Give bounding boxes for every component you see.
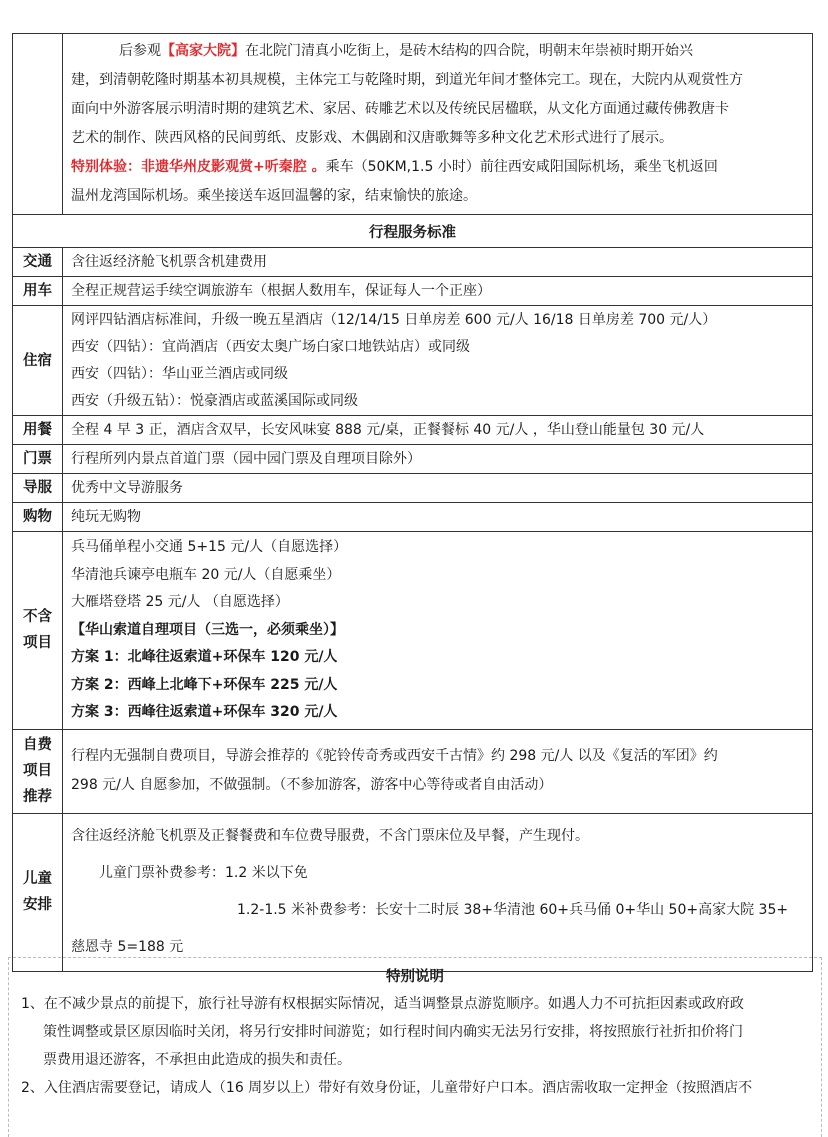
excluded-line: 兵马俑单程小交通 5+15 元/人（自愿选择） xyxy=(71,539,348,555)
hotel-line: 网评四钻酒店标准间，升级一晚五星酒店（12/14/15 日单房差 600 元/人 16/18 日单房差 700 元/人） xyxy=(71,311,717,328)
optional-line: 298 元/人 自愿参加，不做强制。（不参加游客，游客中心等待或者自由活动） xyxy=(71,777,553,793)
children-line: 慈恩寺 5=188 元 xyxy=(71,939,184,955)
note-line: 2、入住酒店需要登记，请成人（16 周岁以上）带好有效身份证，儿童带好户口本。酒店需收取一定押金（按照酒店不 xyxy=(21,1080,753,1096)
optional-cell xyxy=(63,729,813,813)
cableway-option: 方案 2：西峰上北峰下+环保车 225 元/人 xyxy=(71,676,338,693)
excluded-cell xyxy=(63,532,813,730)
note-item-2 xyxy=(9,1074,821,1102)
cableway-option: 方案 1：北峰往返索道+环保车 120 元/人 xyxy=(71,649,338,665)
optional-line: 行程内无强制自费项目，导游会推荐的《驼铃传奇秀或西安千古情》约 298 元/人 以及《复活的军团》约 xyxy=(71,748,718,764)
hotel-cell xyxy=(63,306,813,416)
tickets-label: 门票 xyxy=(13,445,63,474)
intro-line-2: 建，到清朝乾隆时期基本初具规模，主体完工与乾隆时期，到道光年间才整体完工。现在，大院内从观赏性方 xyxy=(71,72,743,88)
row-tickets xyxy=(13,445,813,474)
hotel-line: 西安（四钻）：华山亚兰酒店或同级 xyxy=(71,365,288,382)
gaojia-courtyard-highlight: 【高家大院】 xyxy=(161,43,245,59)
special-experience-highlight: 特别体验：非遗华州皮影观赏+听秦腔 。 xyxy=(71,159,326,175)
hotel-label: 住宿 xyxy=(13,306,63,416)
special-notes-section xyxy=(8,957,822,1137)
meals-text: 全程 4 早 3 正，酒店含双早，长安风味宴 888 元/桌，正餐餐标 40 元/人 ，华山登山能量包 30 元/人 xyxy=(63,416,813,445)
note-line: 1、在不减少景点的前提下，旅行社导游有权根据实际情况，适当调整景点游览顺序。如遇人力不可抗拒因素或政府政 xyxy=(21,996,744,1012)
huashan-cableway-heading: 【华山索道自理项目（三选一，必须乘坐）】 xyxy=(71,621,344,638)
optional-label-line: 项目 xyxy=(23,763,52,779)
row-hotel xyxy=(13,306,813,416)
optional-label-line: 推荐 xyxy=(23,789,52,805)
intro-line-4: 艺术的制作、陕西风格的民间剪纸、皮影戏、木偶剧和汉唐歌舞等多种文化艺术形式进行了展示。 xyxy=(71,130,673,146)
note-item-1 xyxy=(9,990,821,1074)
excluded-label-line: 不含 xyxy=(23,609,52,626)
intro-text: 后参观 xyxy=(119,43,161,59)
optional-label xyxy=(13,729,63,813)
intro-label-cell xyxy=(13,34,63,215)
row-meals xyxy=(13,416,813,445)
note-line: 策性调整或景区原因临时关闭，将另行安排时间游览；如行程时间内确实无法另行安排，将按照旅行社折扣价将门 xyxy=(43,1024,743,1040)
intro-line-6: 温州龙湾国际机场。乘坐接送车返回温馨的家，结束愉快的旅途。 xyxy=(71,188,477,204)
children-label xyxy=(13,813,63,971)
intro-cell xyxy=(63,34,813,215)
cableway-option: 方案 3：西峰往返索道+环保车 320 元/人 xyxy=(71,704,338,720)
special-notes-title: 特别说明 xyxy=(386,969,444,985)
intro-text: 乘车（50KM,1.5 小时）前往西安咸阳国际机场，乘坐飞机返回 xyxy=(325,159,718,175)
intro-row xyxy=(13,34,813,215)
children-line: 1.2-1.5 米补费参考：长安十二时辰 38+华清池 60+兵马俑 0+华山 50+高家大院 35+ xyxy=(237,902,789,918)
excluded-label xyxy=(13,532,63,730)
vehicle-label: 用车 xyxy=(13,277,63,306)
row-excluded xyxy=(13,532,813,730)
meals-label: 用餐 xyxy=(13,416,63,445)
hotel-line: 西安（升级五钻）：悦豪酒店或蓝溪国际或同级 xyxy=(71,392,358,409)
row-children xyxy=(13,813,813,971)
guide-text: 优秀中文导游服务 xyxy=(63,474,813,503)
children-line: 含往返经济舱飞机票及正餐餐费和车位费导服费，不含门票床位及早餐，产生现付。 xyxy=(71,828,589,844)
hotel-line: 西安（四钻）：宜尚酒店（西安太奥广场白家口地铁站店）或同级 xyxy=(71,338,470,355)
row-vehicle xyxy=(13,277,813,306)
vehicle-text: 全程正规营运手续空调旅游车（根据人数用车，保证每人一个正座） xyxy=(63,277,813,306)
standards-header-row xyxy=(13,215,813,248)
intro-line-5 xyxy=(71,153,806,182)
transport-text: 含往返经济舱飞机票含机建费用 xyxy=(63,248,813,277)
tickets-text: 行程所列内景点首道门票（园中园门票及自理项目除外） xyxy=(63,445,813,474)
intro-line-1 xyxy=(71,37,806,66)
note-line: 票费用退还游客，不承担由此造成的损失和责任。 xyxy=(43,1052,351,1068)
standards-title: 行程服务标准 xyxy=(13,215,813,248)
intro-line-3: 面向中外游客展示明清时期的建筑艺术、家居、砖雕艺术以及传统民居楹联，从文化方面通过藏传佛教唐卡 xyxy=(71,101,729,117)
intro-text: 在北院门清真小吃街上，是砖木结构的四合院，明朝末年崇祯时期开始兴 xyxy=(245,43,693,59)
children-line: 儿童门票补费参考：1.2 米以下免 xyxy=(99,865,308,881)
shopping-text: 纯玩无购物 xyxy=(63,503,813,532)
children-label-line: 儿童 xyxy=(23,871,52,887)
children-label-line: 安排 xyxy=(23,897,52,913)
optional-label-line: 自费 xyxy=(23,737,52,753)
guide-label: 导服 xyxy=(13,474,63,503)
transport-label: 交通 xyxy=(13,248,63,277)
excluded-line: 大雁塔登塔 25 元/人 （自愿选择） xyxy=(71,594,289,610)
shopping-label: 购物 xyxy=(13,503,63,532)
itinerary-table xyxy=(12,33,813,972)
excluded-label-line: 项目 xyxy=(23,635,52,652)
row-transport xyxy=(13,248,813,277)
row-optional xyxy=(13,729,813,813)
row-guide xyxy=(13,474,813,503)
row-shopping xyxy=(13,503,813,532)
excluded-line: 华清池兵谏亭电瓶车 20 元/人（自愿乘坐） xyxy=(71,566,341,583)
children-cell xyxy=(63,813,813,971)
